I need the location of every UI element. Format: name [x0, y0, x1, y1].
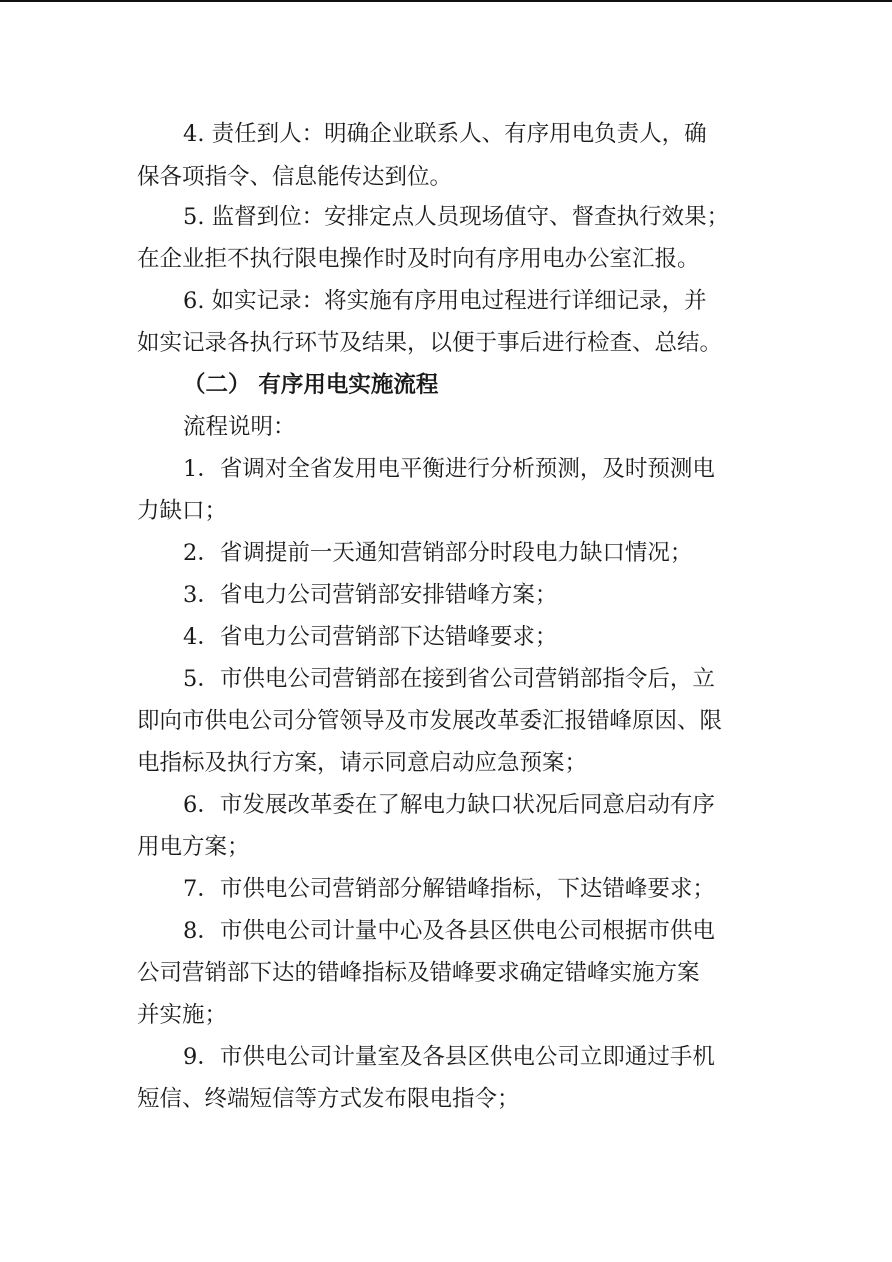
paragraph-line: 4. 责任到人：明确企业联系人、有序用电负责人，确 [183, 121, 707, 147]
paragraph-line: 9．市供电公司计量室及各县区供电公司立即通过手机 [183, 1044, 715, 1070]
paragraph-line: 如实记录各执行环节及结果，以便于事后进行检查、总结。 [137, 330, 723, 356]
paragraph-line: 7．市供电公司营销部分解错峰指标，下达错峰要求； [183, 876, 715, 902]
paragraph-line: 6．市发展改革委在了解电力缺口状况后同意启动有序 [183, 792, 715, 818]
paragraph-line: 1．省调对全省发用电平衡进行分析预测，及时预测电 [183, 456, 715, 482]
paragraph-line: 2．省调提前一天通知营销部分时段电力缺口情况； [183, 540, 693, 566]
paragraph-line: 短信、终端短信等方式发布限电指令； [137, 1086, 520, 1112]
paragraph-line: 流程说明： [183, 414, 296, 440]
paragraph-line: 5．市供电公司营销部在接到省公司营销部指令后，立 [183, 666, 715, 692]
paragraph-line: 即向市供电公司分管领导及市发展改革委汇报错峰原因、限 [137, 708, 723, 734]
paragraph-line: 5. 监督到位：安排定点人员现场值守、督查执行效果； [183, 204, 730, 230]
section-heading: （二） 有序用电实施流程 [183, 372, 439, 398]
paragraph-line: 并实施； [137, 1002, 228, 1028]
paragraph-line: 用电方案； [137, 834, 250, 860]
paragraph-line: 在企业拒不执行限电操作时及时向有序用电办公室汇报。 [137, 246, 700, 272]
paragraph-line: 4．省电力公司营销部下达错峰要求； [183, 624, 558, 650]
paragraph-line: 电指标及执行方案，请示同意启动应急预案； [137, 750, 588, 776]
paragraph-line: 6. 如实记录：将实施有序用电过程进行详细记录，并 [183, 288, 707, 314]
paragraph-line: 保各项指令、信息能传达到位。 [137, 164, 453, 190]
paragraph-line: 公司营销部下达的错峰指标及错峰要求确定错峰实施方案 [137, 960, 700, 986]
paragraph-line: 3．省电力公司营销部安排错峰方案； [183, 582, 558, 608]
paragraph-line: 力缺口； [137, 498, 228, 524]
paragraph-line: 8．市供电公司计量中心及各县区供电公司根据市供电 [183, 918, 715, 944]
